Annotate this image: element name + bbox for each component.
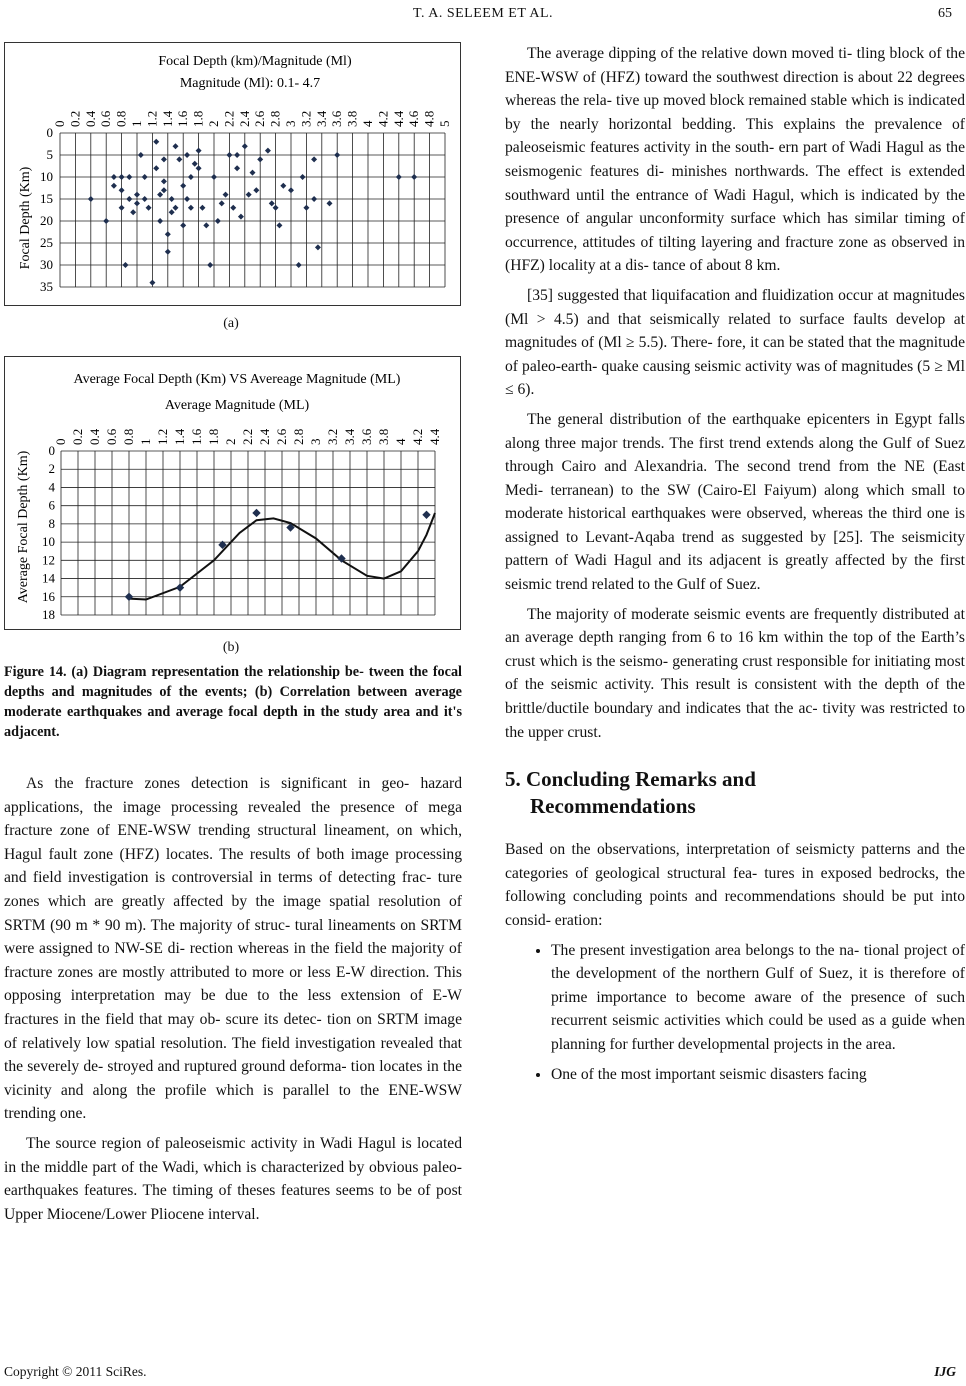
- list-item: • The present investigation area belongs to the na- tional project of the development of the northern Gulf of Suez, it is therefore of prime importance to become aware of the presence of such recurrent seismic activities which could be used as a guide when planning for further developmental projects in the area.: [551, 939, 965, 1057]
- data-point: [288, 187, 294, 193]
- x-tick-label: 4: [393, 438, 408, 445]
- x-tick-label: 2.8: [291, 428, 306, 445]
- x-tick-label: 3: [308, 438, 323, 445]
- footer-copyright: Copyright © 2011 SciRes.: [4, 1364, 147, 1379]
- x-tick-label: 0.2: [70, 428, 85, 445]
- x-tick-label: 2.2: [240, 428, 255, 445]
- data-point: [396, 174, 402, 180]
- x-tick-label: 4: [360, 120, 375, 127]
- x-tick-label: 1.2: [144, 110, 160, 127]
- x-tick-label: 3.6: [359, 428, 374, 445]
- x-tick-label: 3.8: [376, 428, 391, 445]
- data-point: [165, 231, 171, 237]
- chart-b-x-title: Average Magnitude (ML): [164, 398, 310, 413]
- figure-b-sublabel: (b): [222, 640, 240, 655]
- x-tick-label: 1.6: [189, 428, 204, 445]
- y-tick-label: 25: [40, 235, 53, 250]
- data-point: [276, 222, 282, 228]
- paragraph: The general distribution of the earthquake epicenters in Egypt falls along three major trends. The first trend extends along the Gulf of Suez through Cairo and Alexandria. The second trend from the NE (East Medi- terranean) to the SW (Cairo-El Faiyum) along which small to moderate historical earthquakes were observed, whereas the third one is assigned to Levant-Aqaba trend as suggested by [25]. The seismicity pattern of Wadi Hagul and its adjacent is greatly affected by the first seismic trend related to the Gulf of Suez.: [505, 410, 965, 594]
- x-tick-label: 2.2: [221, 110, 237, 127]
- recommendation-list: [505, 939, 965, 1087]
- scatter-chart-b: [5, 357, 460, 629]
- x-tick-label: 2.4: [236, 110, 252, 127]
- data-point: [230, 205, 236, 211]
- data-point: [184, 196, 190, 202]
- data-point: [211, 174, 217, 180]
- chart-a-y-title: Focal Depth (Km): [18, 166, 33, 270]
- y-tick-label: 10: [42, 534, 55, 550]
- y-tick-label: 0: [48, 443, 55, 458]
- data-point: [149, 280, 155, 286]
- data-point: [126, 174, 132, 180]
- section-heading-line2: Recommendations: [530, 794, 696, 819]
- data-point: [119, 187, 125, 193]
- figure-14b: [4, 356, 461, 630]
- data-point: [157, 192, 163, 198]
- x-tick-label: 0.2: [67, 110, 83, 127]
- x-tick-label: 0.4: [87, 428, 102, 445]
- x-tick-label: 4.4: [390, 110, 406, 127]
- paragraph: Based on the observations, interpretation of seismicty patterns and the categories of geological structural fea- tures in exposed bedrocks, the following concluding points and recommendations should be put into consid- eration:: [505, 841, 965, 929]
- data-point: [122, 262, 128, 268]
- y-tick-label: 5: [46, 147, 53, 162]
- x-tick-label: 1: [129, 120, 144, 127]
- x-tick-label: 3: [283, 120, 298, 127]
- x-tick-label: 1.6: [175, 110, 191, 127]
- data-point: [142, 174, 148, 180]
- list-item: • One of the most important seismic disasters facing: [551, 1063, 965, 1087]
- data-point: [315, 244, 321, 250]
- data-point: [184, 152, 190, 158]
- x-tick-label: 2.4: [257, 428, 272, 445]
- x-tick-label: 1.4: [172, 428, 187, 445]
- data-point: [300, 174, 306, 180]
- x-tick-label: 0.8: [113, 110, 129, 127]
- x-tick-label: 4.2: [410, 428, 425, 445]
- data-point: [311, 156, 317, 162]
- x-tick-label: 2.6: [252, 110, 268, 127]
- data-point: [88, 196, 94, 202]
- data-point: [165, 249, 171, 255]
- data-point: [173, 205, 179, 211]
- data-point: [119, 205, 125, 211]
- running-head-authors: T. A. SELEEM ET AL.: [412, 6, 554, 21]
- x-tick-label: 3.2: [325, 428, 340, 445]
- x-tick-label: 0: [53, 438, 68, 445]
- x-tick-label: 3.8: [344, 110, 360, 127]
- section-heading-line1: 5. Concluding Remarks and: [505, 767, 756, 792]
- data-point: [234, 152, 240, 158]
- data-point: [180, 183, 186, 189]
- data-point: [176, 156, 182, 162]
- paragraph: The average dipping of the relative down moved ti- tling block of the ENE-WSW of (HFZ) toward the southwest direction is about 22 degrees whereas the rela- tive up moved block remained stable which is indicated by the nearly horizontal bedding. This explains the prevalence of paleoseismic features activity in the south- ern part of Wadi Hagul as the seismogenic features di- minishes northwards. The effect is extended southward until the entrance of Wadi Hagul, which is indicated by the presence of angular unconformity surface which has similar timing of occurrence, attitudes of tilting layering and fracture zone as observed in (HFZ) locality at a dis- tance of about 8 km.: [505, 45, 965, 275]
- y-tick-label: 15: [40, 191, 53, 206]
- section-heading: [505, 766, 965, 820]
- data-point: [146, 205, 152, 211]
- x-tick-label: 1.4: [159, 110, 175, 127]
- y-tick-label: 10: [40, 169, 53, 184]
- y-tick-label: 30: [40, 257, 53, 272]
- data-point: [180, 222, 186, 228]
- data-point: [327, 200, 333, 206]
- data-point: [280, 183, 286, 189]
- data-point: [126, 196, 132, 202]
- data-point: [411, 174, 417, 180]
- x-tick-label: 4.6: [406, 110, 422, 127]
- data-point: [157, 218, 163, 224]
- data-point: [265, 148, 271, 154]
- data-point: [188, 174, 194, 180]
- data-point: [234, 165, 240, 171]
- data-point: [226, 152, 232, 158]
- data-point: [130, 209, 136, 215]
- x-tick-label: 0.6: [104, 428, 119, 445]
- x-tick-label: 2: [206, 120, 221, 127]
- data-point: [169, 196, 175, 202]
- data-point: [196, 165, 202, 171]
- data-point: [173, 143, 179, 149]
- data-point: [207, 262, 213, 268]
- x-tick-label: 0: [52, 120, 67, 127]
- data-point: [219, 200, 225, 206]
- data-point: [161, 187, 167, 193]
- y-tick-label: 16: [42, 588, 55, 604]
- data-point: [252, 509, 260, 517]
- y-tick-label: 20: [40, 213, 53, 228]
- paragraph: [35] suggested that liquifacation and fluidization occur at magnitudes (Ml > 4.5) and that seismically related to surface faults develop at magnitudes of (Ml ≥ 5.5). There- fore, it can be stated that the magnitude of paleo-earth- quake causing seismic activity was of magnitudes (5 ≥ Ml ≤ 6).: [505, 286, 965, 399]
- footer-journal: IJG: [934, 1364, 956, 1379]
- x-tick-label: 1: [138, 438, 153, 445]
- data-point: [250, 170, 256, 176]
- data-point: [103, 218, 109, 224]
- y-tick-label: 14: [42, 570, 55, 586]
- y-tick-label: 12: [42, 552, 55, 568]
- y-tick-label: 4: [48, 479, 55, 495]
- data-point: [296, 262, 302, 268]
- data-point: [303, 205, 309, 211]
- x-tick-label: 3.4: [342, 428, 357, 445]
- data-point: [111, 183, 117, 189]
- paragraph: The majority of moderate seismic events are frequently distributed at an average depth ranging from 6 to 16 km within the top of the Earth’s crust which is the seismo- generating crust responsible for initiating most of the seismic activity. This result is consistent with the depth of the brittle/ductile boundary and indicates that the ac- tivity was restricted to the upper crust.: [505, 605, 965, 741]
- data-point: [138, 152, 144, 158]
- x-tick-label: 1.8: [206, 428, 221, 445]
- chart-a-title: Focal Depth (km)/Magnitude (Ml): [158, 54, 352, 69]
- data-point: [238, 214, 244, 220]
- chart-b-title: Average Focal Depth (Km) VS Avereage Magnitude (ML): [73, 372, 401, 387]
- data-point: [223, 192, 229, 198]
- right-column: [505, 42, 965, 1092]
- data-point: [215, 218, 221, 224]
- data-point: [153, 165, 159, 171]
- figure-a-sublabel: (a): [223, 316, 239, 331]
- paragraph: The source region of paleoseismic activity in Wadi Hagul is located in the middle part of the Wadi, which is characterized by obvious paleo-earthquakes features. The timing of theses features seems to be of post Upper Miocene/Lower Pliocene interval.: [4, 1134, 462, 1223]
- x-tick-label: 0.4: [82, 110, 98, 127]
- data-point: [269, 200, 275, 206]
- data-point: [196, 148, 202, 154]
- y-tick-label: 18: [42, 607, 55, 622]
- data-point: [134, 192, 140, 198]
- chart-a-x-title: Magnitude (Ml): 0.1- 4.7: [179, 76, 321, 91]
- x-tick-label: 4.2: [375, 110, 391, 127]
- figure-caption: Figure 14. (a) Diagram representation the relationship be- tween the focal depths and magnitudes of the events; (b) Correlation between average moderate earthquakes and average focal depth in the study area and it's adjacent.: [4, 664, 462, 740]
- x-tick-label: 3.4: [313, 110, 329, 127]
- page-number: 65: [938, 6, 952, 21]
- x-tick-label: 2.6: [274, 428, 289, 445]
- x-tick-label: 0.8: [121, 428, 136, 445]
- data-point: [257, 156, 263, 162]
- data-point: [192, 161, 198, 167]
- data-point: [253, 187, 259, 193]
- x-tick-label: 1.2: [155, 428, 170, 445]
- x-tick-label: 2: [223, 438, 238, 445]
- data-point: [199, 205, 205, 211]
- x-tick-label: 0.6: [98, 110, 114, 127]
- data-point: [246, 192, 252, 198]
- left-column: [4, 772, 462, 1232]
- x-tick-label: 1.8: [190, 110, 206, 127]
- x-tick-label: 3.6: [329, 110, 345, 127]
- data-point: [111, 174, 117, 180]
- y-tick-label: 2: [48, 461, 55, 477]
- data-point: [161, 156, 167, 162]
- y-tick-label: 6: [48, 497, 55, 513]
- x-tick-label: 2.8: [267, 110, 283, 127]
- data-point: [169, 209, 175, 215]
- data-point: [188, 205, 194, 211]
- scatter-chart-a: [5, 43, 460, 305]
- data-point: [153, 139, 159, 145]
- data-point: [422, 511, 430, 519]
- x-tick-label: 4.4: [427, 428, 442, 445]
- data-point: [161, 178, 167, 184]
- y-tick-label: 8: [48, 515, 55, 531]
- x-tick-label: 3.2: [298, 110, 314, 127]
- data-point: [134, 200, 140, 206]
- data-point: [311, 196, 317, 202]
- paragraph: As the fracture zones detection is significant in geo- hazard applications, the image processing revealed the presence of mega fracture zone of ENE-WSW trending structural lineament, on which, Hagul fault zone (HFZ) locates. The results of both image processing and field investigation is controversial in terms of detecting frac- ture zones which are greatly affected by the image spatial resolution of SRTM (90 m * 90 m). The majority of struc- tural lineaments on SRTM were assigned to NW-SE di- rection whereas in the field the majority of fracture zones are mostly attributed to more or less E-W direction. This opposing interpretation may be due to the less extension of E-W fractures in the field that may ob- scure its detec- tion on SRTM image of relatively low spatial resolution. The field investigation revealed that the severely de- stroyed and ruptured ground deforma- tion locates in the vicinity and along the profile which is parallel to the ENE-WSW trending one.: [4, 775, 462, 1123]
- data-point: [142, 196, 148, 202]
- y-tick-label: 0: [46, 125, 53, 140]
- data-point: [119, 174, 125, 180]
- data-point: [273, 205, 279, 211]
- data-point: [203, 222, 209, 228]
- data-point: [242, 143, 248, 149]
- x-tick-label: 5: [437, 120, 452, 127]
- x-tick-label: 4.8: [421, 110, 437, 127]
- y-tick-label: 35: [40, 279, 53, 294]
- data-point: [334, 152, 340, 158]
- figure-14a: [4, 42, 461, 306]
- chart-b-y-title: Average Focal Depth (Km): [16, 450, 31, 604]
